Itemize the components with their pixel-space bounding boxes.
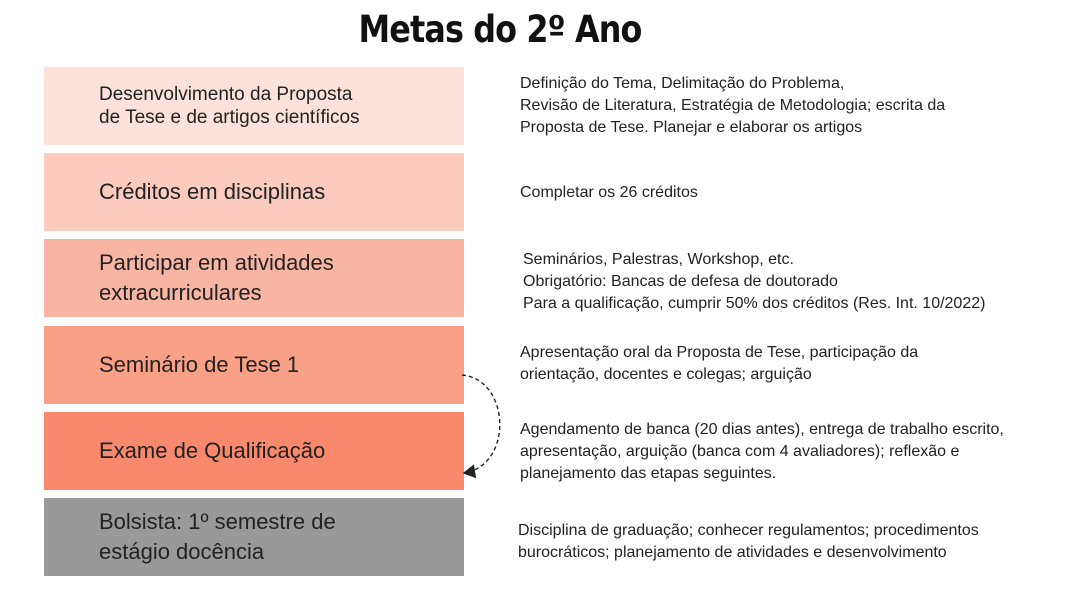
goal-box-bolsista bbox=[44, 498, 464, 576]
goal-label-line: Exame de Qualificação bbox=[99, 438, 326, 463]
goal-label-line: extracurriculares bbox=[99, 280, 262, 305]
description-line: Seminários, Palestras, Workshop, etc. bbox=[523, 251, 794, 268]
goal-description-proposta bbox=[520, 73, 945, 139]
description-line: Completar os 26 créditos bbox=[520, 184, 698, 201]
description-line: Obrigatório: Bancas de defesa de doutorado bbox=[523, 273, 838, 290]
goal-label bbox=[99, 177, 325, 207]
description-line: orientação, docentes e colegas; arguição bbox=[520, 366, 812, 383]
goal-box-proposta bbox=[44, 67, 464, 145]
goal-label bbox=[99, 436, 325, 466]
goal-label bbox=[99, 507, 336, 567]
goal-box-seminario bbox=[44, 326, 464, 404]
goal-description-creditos bbox=[520, 182, 698, 204]
goal-box-qualificacao bbox=[44, 412, 464, 490]
description-line: planejamento das etapas seguintes. bbox=[520, 465, 777, 482]
goal-label-line: Créditos em disciplinas bbox=[99, 179, 326, 204]
description-line: burocráticos; planejamento de atividades e desenvolvimento bbox=[518, 544, 947, 561]
goal-label bbox=[99, 350, 299, 380]
goal-box-creditos bbox=[44, 153, 464, 231]
dashed-arrow-connector bbox=[450, 365, 520, 485]
goal-description-seminario bbox=[520, 342, 918, 386]
description-line: Agendamento de banca (20 dias antes), entrega de trabalho escrito, bbox=[520, 421, 1004, 438]
goal-box-atividades bbox=[44, 239, 464, 317]
description-line: Definição do Tema, Delimitação do Problema, bbox=[520, 75, 845, 92]
description-line: Para a qualificação, cumprir 50% dos créditos (Res. Int. 10/2022) bbox=[523, 295, 986, 312]
goal-description-bolsista bbox=[518, 520, 979, 564]
goal-label-line: Seminário de Tese 1 bbox=[99, 352, 300, 377]
goal-label bbox=[99, 83, 360, 129]
goal-label-line: Desenvolvimento da Proposta bbox=[99, 84, 353, 105]
page-title: Metas do 2º Ano bbox=[358, 8, 642, 51]
description-line: Disciplina de graduação; conhecer regulamentos; procedimentos bbox=[518, 522, 979, 539]
goal-description-qualificacao bbox=[520, 419, 1004, 485]
goal-label bbox=[99, 248, 334, 308]
goal-label-line: de Tese e de artigos científicos bbox=[99, 107, 360, 128]
description-line: apresentação, arguição (banca com 4 avaliadores); reflexão e bbox=[520, 443, 960, 460]
goal-label-line: Bolsista: 1º semestre de bbox=[99, 509, 336, 534]
goal-description-atividades bbox=[523, 249, 985, 315]
description-line: Apresentação oral da Proposta de Tese, participação da bbox=[520, 344, 919, 361]
description-line: Proposta de Tese. Planejar e elaborar os artigos bbox=[520, 119, 863, 136]
goal-label-line: estágio docência bbox=[99, 539, 265, 564]
goal-label-line: Participar em atividades bbox=[99, 250, 334, 275]
description-line: Revisão de Literatura, Estratégia de Metodologia; escrita da bbox=[520, 97, 946, 114]
